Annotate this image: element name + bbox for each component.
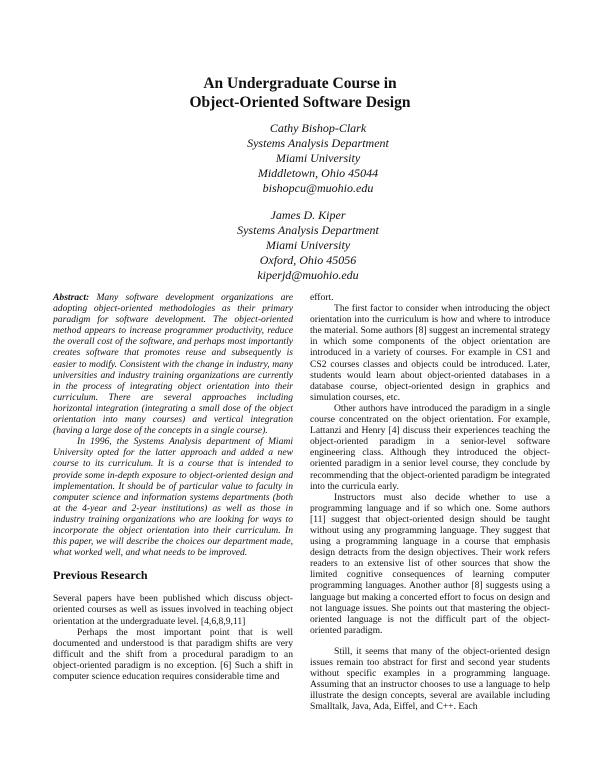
left-column: [53, 292, 293, 682]
right-column: [310, 292, 550, 712]
author-location: Oxford, Ohio 45056: [259, 253, 357, 267]
author-department: Systems Analysis Department: [237, 223, 379, 237]
author-university: Miami University: [275, 151, 361, 165]
author-university: Miami University: [265, 238, 351, 252]
title-line-1: An Undergraduate Course in: [203, 75, 397, 92]
body-paragraph: effort.: [310, 292, 334, 303]
abstract-paragraph-2: In 1996, the Systems Analysis department of Miami University opted for the latter approach and added a new course to its curriculum. It is a course that is intended to provide some in-depth exposure to object-oriented design and implementation. It should be of particular value to faculty in computer science and information systems departments (both at the 4-year and 2-year institutions) as well as those in industry training organizations who are looking for ways to incorporate the object orientation into their curriculum. In this paper, we will describe the choices our department made, what worked well, and what needs to be improved.: [53, 436, 293, 559]
author-name: James D. Kiper: [270, 208, 346, 222]
body-paragraph: Instructors must also decide whether to use a programming language and if so which one. Some authors [11] suggest that object-oriented design should be taught without using any programming language. They suggest that using a programming language in a course that emphasis design detracts from the design objectives. Their work refers readers to an extensive list of other sources that show the limited cognitive consequences of learning computer programming languages. Another author [8] suggests using a language but making a concerted effort to focus on design and not language issues. She points out that mastering the object-oriented language is not the difficult part of the object-oriented paradigm.: [310, 491, 550, 636]
author-name: Cathy Bishop-Clark: [269, 121, 367, 135]
author-location: Middletown, Ohio 45044: [257, 166, 379, 180]
body-paragraph: The first factor to consider when introducing the object orientation into the curriculum is how and where to introduce the material. Some authors [8] suggest an incremental strategy in which some components of the object orientation are introduced in a variety of courses. For example in CS1 and CS2 courses classes and objects could be introduced. Later, students would learn about object-oriented databases in a database course, object-oriented design in graphics and simulation courses, etc.: [310, 303, 550, 403]
author-block-2: [8, 208, 600, 283]
title-line-2: Object-Oriented Software Design: [189, 94, 411, 111]
paragraph-gap: [310, 636, 550, 646]
author-block-1: [18, 121, 600, 196]
abstract: [53, 292, 293, 558]
abstract-text-1: Many software development organizations are adopting object-oriented methodologies as their primary paradigm for software development. The object-oriented method appears to increase programmer productivity, reduce the overall cost of the software, and perhaps most importantly creates software that promotes reuse and subsequently is easier to modify. Consistent with the change in industry, many universities and industry training organizations are currently in the process of integrating object orientation into their curriculum. There are several approaches including horizontal integration (integrating a small dose of the object orientation into many courses) and vertical integration (having a large dose of the concepts in a single course).: [53, 292, 293, 437]
body-paragraph: Several papers have been published which discuss object-oriented courses as well as issues involved in teaching object orientation at the undergraduate level. [4,6,8,9,11]: [53, 593, 293, 627]
paper-title: [0, 74, 600, 112]
section-heading: Previous Research: [53, 568, 148, 583]
abstract-label: Abstract:: [53, 292, 90, 303]
abstract-paragraph-1: [53, 292, 293, 436]
body-paragraph: Other authors have introduced the paradigm in a single course concentrated on the object orientation. For example, Lattanzi and Henry [4] discuss their experiences teaching the object-oriented paradigm in a senior-level software engineering class. Although they introduced the object-oriented paradigm in a senior level course, they conclude by recommending that the object-oriented paradigm be integrated into the curricula early.: [310, 402, 550, 492]
body-paragraph: Perhaps the most important point that is well documented and understood is that paradigm shifts are very difficult and the shift from a procedural paradigm to an object-oriented paradigm is no exception. [6] Such a shift in computer science education requires considerable time and: [53, 626, 293, 682]
author-email: bishopcu@muohio.edu: [262, 181, 374, 195]
author-email: kiperjd@muohio.edu: [257, 268, 359, 282]
body-paragraph: Still, it seems that many of the object-oriented design issues remain too abstract for first and second year students without specific examples in a programming language. Assuming that an instructor chooses to use a language to help illustrate the design concepts, several are available including Smalltalk, Java, Ada, Eiffel, and C++. Each: [310, 645, 550, 713]
author-department: Systems Analysis Department: [247, 136, 389, 150]
